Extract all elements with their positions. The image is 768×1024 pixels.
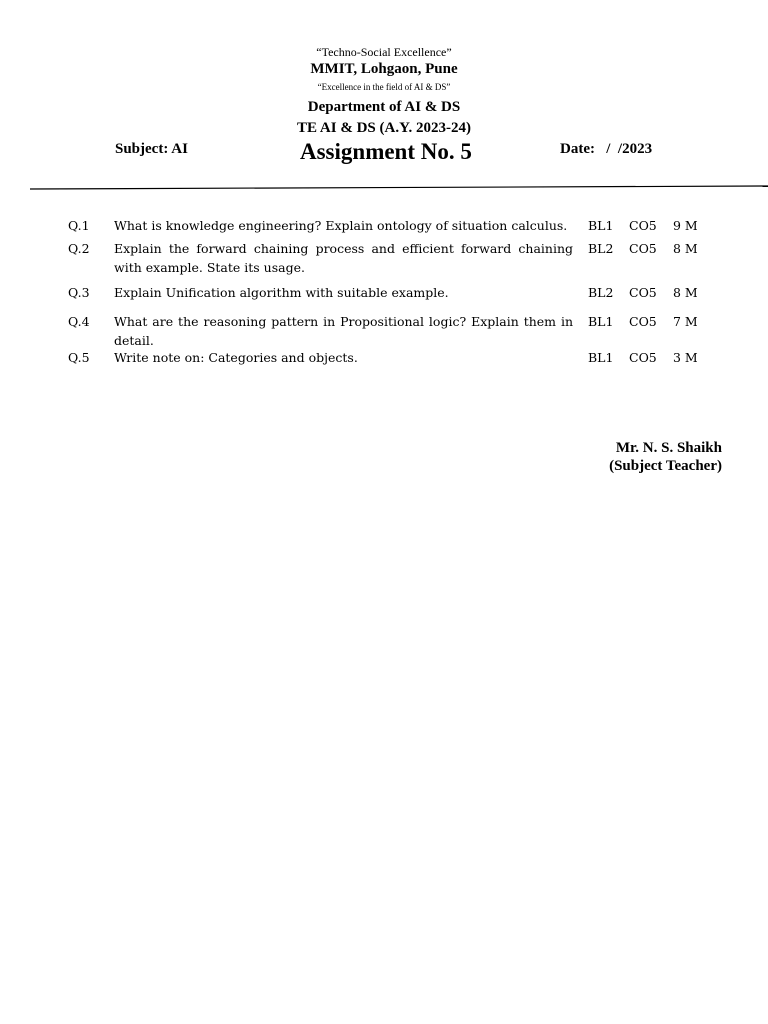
blooms-level: BL1 [588, 350, 614, 365]
blooms-level: BL2 [588, 285, 614, 300]
department-name: Department of AI & DS [307, 99, 461, 115]
course-outcome: CO5 [629, 218, 657, 233]
question-text: Explain Unification algorithm with suitable example. [114, 285, 449, 300]
institute-name: MMIT, Lohgaon, Pune [310, 61, 458, 77]
assignment-title: Assignment No. 5 [300, 139, 472, 164]
question-number: Q.4 [68, 314, 90, 329]
question-number: Q.5 [68, 350, 90, 365]
question-text: What are the reasoning pattern in Propositional logic? Explain them in detail. [114, 314, 573, 348]
question-number: Q.1 [68, 218, 90, 233]
question-text: Write note on: Categories and objects. [114, 350, 358, 365]
question-marks: 3 M [673, 350, 698, 365]
question-marks: 8 M [673, 241, 698, 256]
question-marks: 7 M [673, 314, 698, 329]
course-outcome: CO5 [629, 285, 657, 300]
class-year: TE AI & DS (A.Y. 2023-24) [296, 120, 472, 136]
course-outcome: CO5 [629, 350, 657, 365]
question-text: Explain the forward chaining process and efficient forward chaining with example. State its usage. [114, 241, 573, 275]
question-number: Q.2 [68, 241, 90, 256]
date-label: Date: / /2023 [560, 141, 653, 157]
question-number: Q.3 [68, 285, 90, 300]
question-marks: 9 M [673, 218, 698, 233]
teacher-name: Mr. N. S. Shaikh [615, 440, 722, 456]
course-outcome: CO5 [629, 314, 657, 329]
blooms-level: BL1 [588, 314, 614, 329]
institute-tagline: “Excellence in the field of AI & DS” [317, 82, 451, 92]
teacher-role: (Subject Teacher) [609, 458, 722, 474]
blooms-level: BL2 [588, 241, 614, 256]
question-text: What is knowledge engineering? Explain ontology of situation calculus. [114, 218, 568, 233]
institute-motto: “Techno-Social Excellence” [316, 45, 452, 59]
blooms-level: BL1 [588, 218, 614, 233]
course-outcome: CO5 [629, 241, 657, 256]
subject-label: Subject: AI [115, 141, 188, 157]
header-divider [0, 179, 768, 193]
question-marks: 8 M [673, 285, 698, 300]
